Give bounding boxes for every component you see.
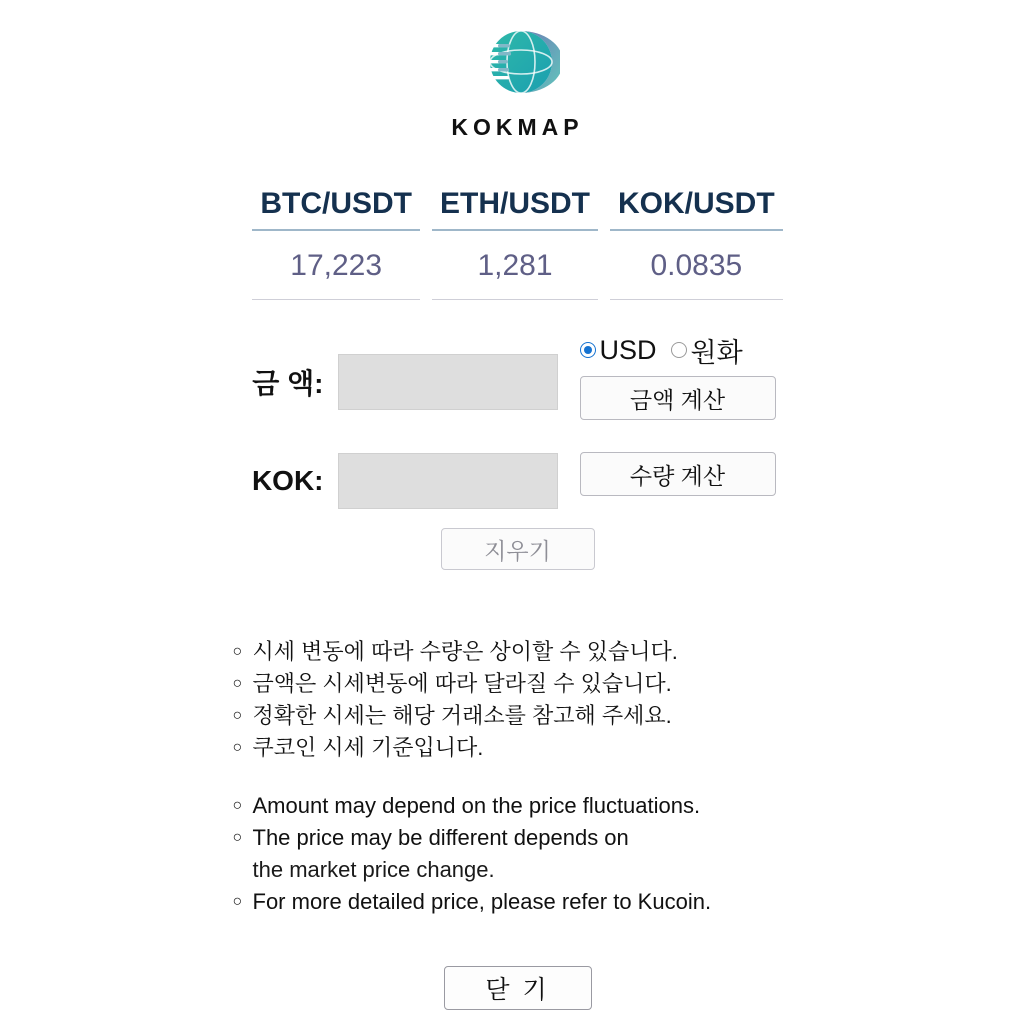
clear-button[interactable]: 지우기 bbox=[441, 528, 595, 570]
amount-input[interactable] bbox=[338, 354, 558, 410]
close-button[interactable]: 닫 기 bbox=[444, 966, 592, 1010]
notes-divider bbox=[233, 764, 833, 790]
ticker-column-btc bbox=[246, 187, 426, 300]
ticker-pair-label: KOK/USDT bbox=[610, 187, 783, 231]
currency-and-calc-amount bbox=[580, 330, 776, 434]
bullet-circle-icon: ○ bbox=[232, 739, 243, 756]
amount-label: 금 액: bbox=[252, 368, 324, 399]
note-item bbox=[233, 886, 833, 918]
note-item bbox=[233, 732, 833, 764]
note-item bbox=[233, 636, 833, 668]
note-text: The price may be different depends on bbox=[252, 825, 629, 850]
note-text: 쿠코인 시세 기준입니다. bbox=[252, 735, 484, 760]
radio-label-krw: 원화 bbox=[690, 337, 743, 368]
brand-logo bbox=[451, 22, 583, 141]
ticker-price-value: 17,223 bbox=[252, 231, 420, 300]
calculate-amount-button[interactable]: 금액 계산 bbox=[580, 376, 776, 420]
bullet-circle-icon: ○ bbox=[232, 675, 243, 692]
footer bbox=[0, 966, 1035, 1010]
kok-row bbox=[238, 452, 798, 510]
note-item bbox=[233, 790, 833, 822]
note-text: 시세 변동에 따라 수량은 상이할 수 있습니다. bbox=[252, 639, 678, 664]
bullet-circle-icon: ○ bbox=[232, 797, 243, 814]
radio-option-krw[interactable] bbox=[671, 331, 743, 370]
note-text: 정확한 시세는 해당 거래소를 참고해 주세요. bbox=[252, 703, 672, 728]
ticker-column-eth bbox=[426, 187, 604, 300]
note-item bbox=[233, 668, 833, 700]
kok-label: KOK: bbox=[251, 465, 324, 496]
ticker-pair-label: BTC/USDT bbox=[252, 187, 420, 231]
bullet-circle-icon: ○ bbox=[232, 707, 243, 724]
note-text: For more detailed price, please refer to Kucoin. bbox=[252, 889, 712, 914]
calculate-quantity-button[interactable]: 수량 계산 bbox=[580, 452, 776, 496]
radio-option-usd[interactable] bbox=[580, 335, 657, 366]
radio-dot-icon[interactable] bbox=[580, 342, 596, 358]
radio-dot-icon[interactable] bbox=[671, 342, 687, 358]
note-item bbox=[233, 700, 833, 732]
note-text: Amount may depend on the price fluctuations. bbox=[252, 793, 701, 818]
bullet-circle-icon: ○ bbox=[232, 893, 243, 910]
bullet-circle-icon: ○ bbox=[232, 829, 243, 846]
converter-form bbox=[238, 330, 798, 570]
notes-section bbox=[233, 636, 833, 918]
note-text: 금액은 시세변동에 따라 달라질 수 있습니다. bbox=[252, 671, 672, 696]
globe-icon bbox=[474, 22, 560, 108]
clear-row bbox=[238, 528, 798, 570]
radio-label-usd: USD bbox=[599, 334, 657, 365]
note-text-continuation: the market price change. bbox=[252, 857, 495, 882]
ticker-pair-label: ETH/USDT bbox=[432, 187, 598, 231]
calc-quantity-wrap bbox=[580, 452, 776, 510]
note-item bbox=[233, 822, 833, 854]
amount-row bbox=[238, 330, 798, 434]
ticker-column-kok bbox=[604, 187, 789, 300]
ticker-price-value: 1,281 bbox=[432, 231, 598, 300]
ticker-table bbox=[246, 187, 788, 300]
brand-name: KOKMAP bbox=[451, 114, 584, 140]
kok-input[interactable] bbox=[338, 453, 558, 509]
currency-radio-group bbox=[580, 330, 776, 370]
ticker-price-value: 0.0835 bbox=[610, 231, 783, 300]
bullet-circle-icon: ○ bbox=[232, 643, 243, 660]
